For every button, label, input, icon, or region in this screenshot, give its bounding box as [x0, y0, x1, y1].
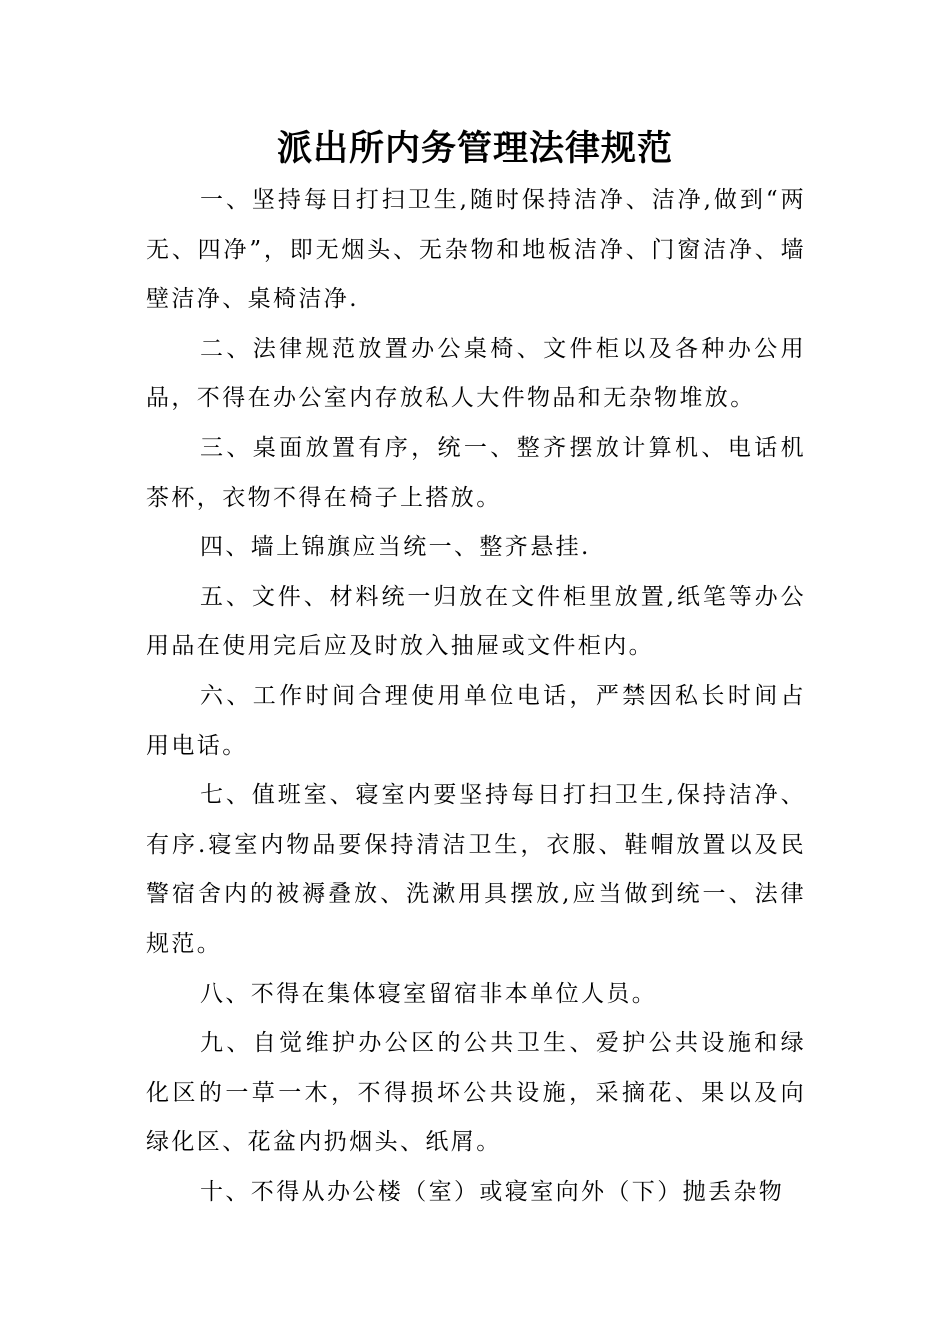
document-title: 派出所内务管理法律规范 [276, 129, 673, 169]
paragraph-10: 十、不得从办公楼（室）或寝室向外（下）抛丢杂物 [200, 1178, 785, 1205]
paragraph-8: 八、不得在集体寝室留宿非本单位人员。 [200, 980, 658, 1007]
paragraph-3: 三、桌面放置有序，统一、整齐摆放计算机、电话机茶杯，衣物不得在椅子上搭放。 [146, 434, 806, 511]
paragraph-2: 二、法律规范放置办公桌椅、文件柜以及各种办公用品，不得在办公室内存放私人大件物品和无杂物堆放。 [146, 335, 806, 412]
paragraph-6: 六、工作时间合理使用单位电话，严禁因私长时间占用电话。 [146, 682, 806, 759]
document-body [146, 176, 806, 1217]
paragraph-7: 七、值班室、寝室内要坚持每日打扫卫生,保持洁净、有序.寝室内物品要保持清洁卫生，衣服、鞋帽放置以及民警宿舍内的被褥叠放、洗漱用具摆放,应当做到统一、法律规范。 [146, 782, 806, 957]
paragraph-4: 四、墙上锦旗应当统一、整齐悬挂. [200, 534, 591, 561]
paragraph-1: 一、坚持每日打扫卫生,随时保持洁净、洁净,做到“两无、四净”，即无烟头、无杂物和地板洁净、门窗洁净、墙壁洁净、桌椅洁净. [146, 187, 806, 313]
paragraph-9: 九、自觉维护办公区的公共卫生、爱护公共设施和绿化区的一草一木，不得损坏公共设施，采摘花、果以及向绿化区、花盆内扔烟头、纸屑。 [146, 1030, 806, 1156]
paragraph-5: 五、文件、材料统一归放在文件柜里放置,纸笔等办公用品在使用完后应及时放入抽屉或文件柜内。 [146, 583, 806, 660]
